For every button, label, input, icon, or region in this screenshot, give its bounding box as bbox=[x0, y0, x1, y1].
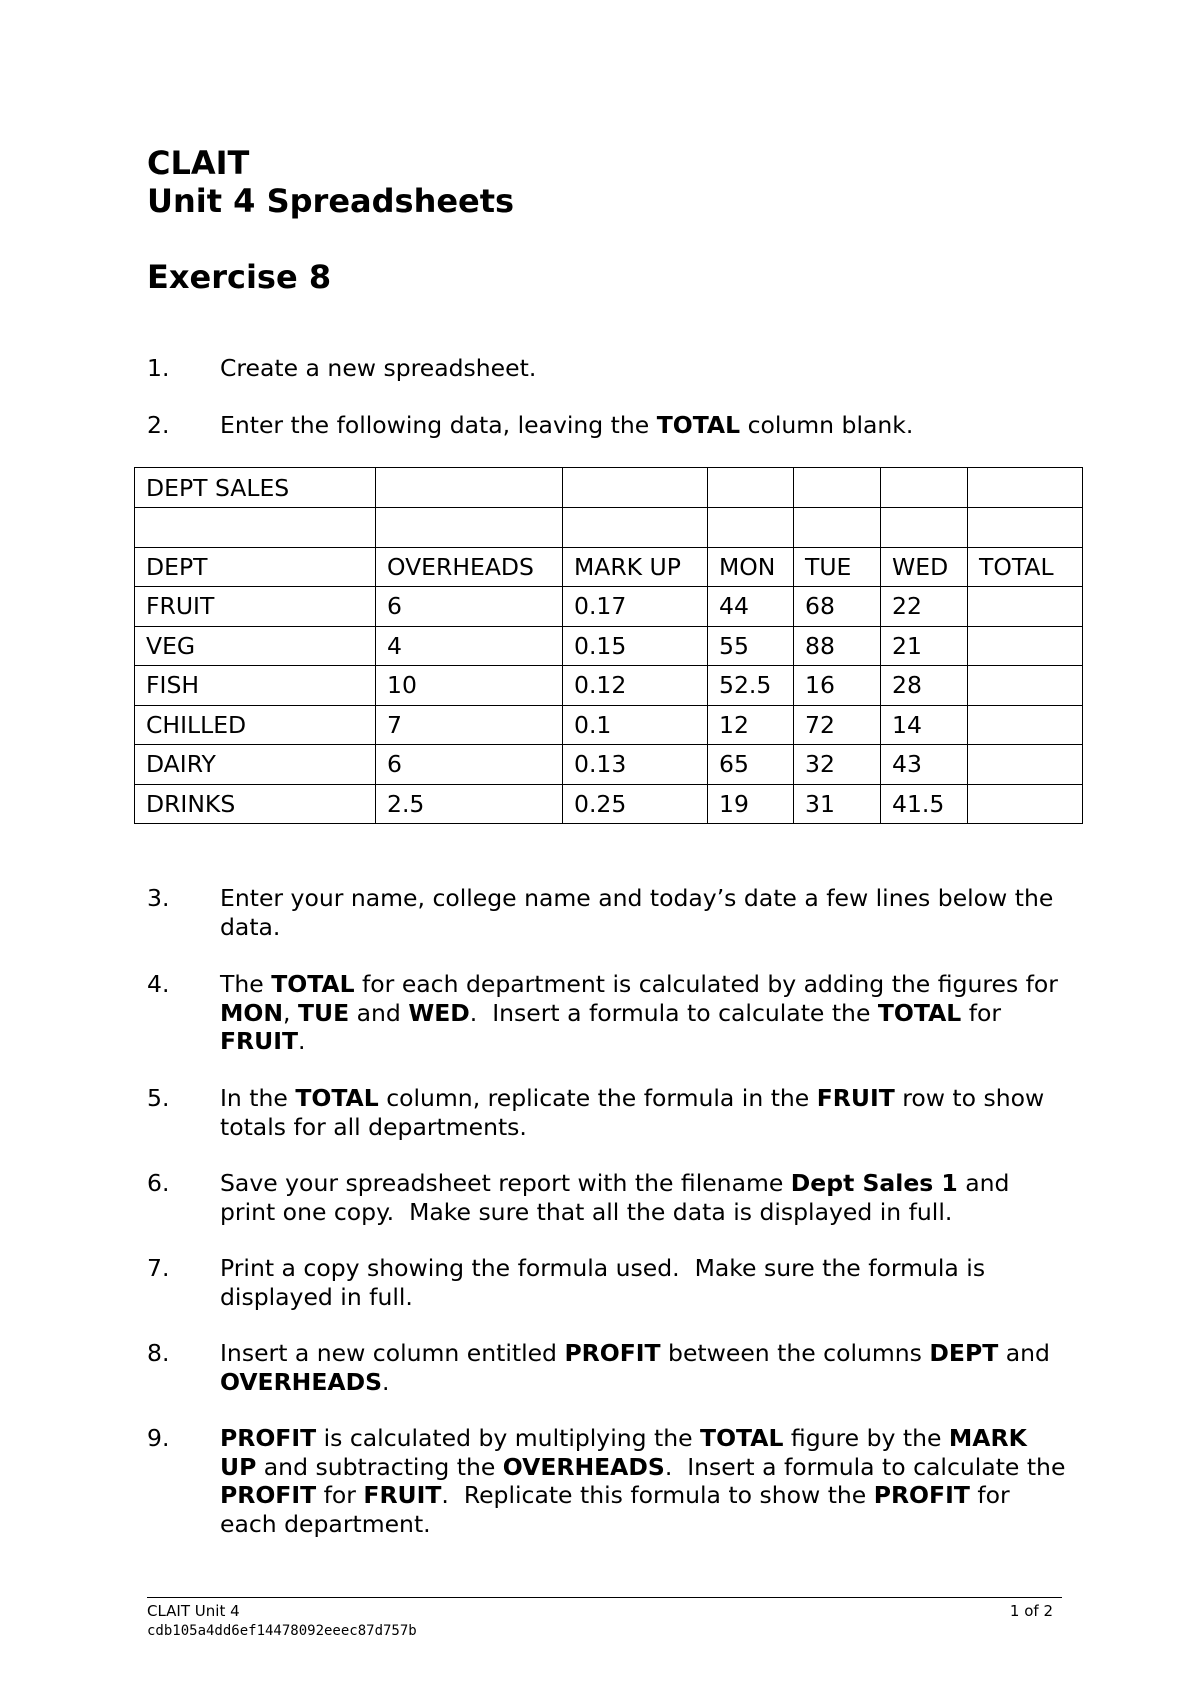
step-text: The TOTAL for each department is calculated by adding the figures for MON, TUE and WED. Insert a formula to calculate the TOTAL for FRUIT. bbox=[220, 970, 1058, 1055]
step-number: 2. bbox=[147, 411, 170, 439]
table-cell: 55 bbox=[708, 626, 794, 666]
table-cell: 72 bbox=[794, 705, 881, 745]
table-cell: 88 bbox=[794, 626, 881, 666]
step-number: 6. bbox=[147, 1169, 170, 1197]
table-cell: 52.5 bbox=[708, 666, 794, 706]
table-header-row bbox=[135, 547, 1083, 587]
header-cell: MARK UP bbox=[563, 547, 708, 587]
step-2 bbox=[147, 411, 1067, 440]
table-blank-row bbox=[135, 508, 1083, 548]
table-cell: 44 bbox=[708, 587, 794, 627]
header-cell: WED bbox=[881, 547, 968, 587]
step-5 bbox=[147, 1084, 1067, 1141]
step-text: Enter the following data, leaving the TOTAL column blank. bbox=[220, 411, 914, 439]
dept-name-cell: VEG bbox=[135, 626, 376, 666]
table-cell bbox=[968, 626, 1083, 666]
table-row bbox=[135, 626, 1083, 666]
table-cell bbox=[708, 468, 794, 508]
exercise-title: Exercise 8 bbox=[147, 258, 332, 296]
table-cell: 10 bbox=[376, 666, 563, 706]
step-number: 8. bbox=[147, 1339, 170, 1367]
footer-divider bbox=[147, 1597, 1062, 1598]
footer-document-code: cdb105a4dd6ef14478092eeec87d757b bbox=[147, 1623, 417, 1639]
step-number: 3. bbox=[147, 884, 170, 912]
table-title-row bbox=[135, 468, 1083, 508]
table-cell: 19 bbox=[708, 784, 794, 824]
table-cell bbox=[376, 508, 563, 548]
step-6 bbox=[147, 1169, 1067, 1226]
step-number: 4. bbox=[147, 970, 170, 998]
table-cell bbox=[881, 468, 968, 508]
table-cell bbox=[968, 587, 1083, 627]
step-7 bbox=[147, 1254, 1067, 1311]
step-text: In the TOTAL column, replicate the formula in the FRUIT row to show totals for all departments. bbox=[220, 1084, 1045, 1141]
step-text: Enter your name, college name and today’s date a few lines below the data. bbox=[220, 884, 1054, 941]
step-1 bbox=[147, 354, 1067, 383]
table-cell: 68 bbox=[794, 587, 881, 627]
step-8 bbox=[147, 1339, 1067, 1396]
table-row bbox=[135, 745, 1083, 785]
table-cell: 0.13 bbox=[563, 745, 708, 785]
table-cell bbox=[968, 666, 1083, 706]
table-cell: 28 bbox=[881, 666, 968, 706]
header-cell: TOTAL bbox=[968, 547, 1083, 587]
header-cell: TUE bbox=[794, 547, 881, 587]
table-cell bbox=[794, 468, 881, 508]
table-cell: 0.25 bbox=[563, 784, 708, 824]
table-cell bbox=[968, 468, 1083, 508]
dept-name-cell: FISH bbox=[135, 666, 376, 706]
table-cell: 0.12 bbox=[563, 666, 708, 706]
table-cell: 41.5 bbox=[881, 784, 968, 824]
step-text: Insert a new column entitled PROFIT between the columns DEPT and OVERHEADS. bbox=[220, 1339, 1050, 1396]
dept-name-cell: FRUIT bbox=[135, 587, 376, 627]
step-text: Create a new spreadsheet. bbox=[220, 354, 537, 382]
step-number: 9. bbox=[147, 1424, 170, 1452]
unit-title: Unit 4 Spreadsheets bbox=[147, 182, 515, 220]
table-cell bbox=[881, 508, 968, 548]
table-cell: 32 bbox=[794, 745, 881, 785]
table-row bbox=[135, 587, 1083, 627]
table-cell bbox=[376, 468, 563, 508]
header-cell: OVERHEADS bbox=[376, 547, 563, 587]
header-cell: MON bbox=[708, 547, 794, 587]
step-9 bbox=[147, 1424, 1067, 1538]
table-title-cell: DEPT SALES bbox=[135, 468, 376, 508]
table-cell bbox=[968, 745, 1083, 785]
table-cell: 0.17 bbox=[563, 587, 708, 627]
table-row bbox=[135, 705, 1083, 745]
step-number: 7. bbox=[147, 1254, 170, 1282]
dept-name-cell: CHILLED bbox=[135, 705, 376, 745]
table-cell: 22 bbox=[881, 587, 968, 627]
dept-name-cell: DRINKS bbox=[135, 784, 376, 824]
table-cell: 65 bbox=[708, 745, 794, 785]
table-cell: 21 bbox=[881, 626, 968, 666]
table-cell: 6 bbox=[376, 587, 563, 627]
footer-page-number: 1 of 2 bbox=[1009, 1602, 1053, 1620]
step-3 bbox=[147, 884, 1067, 941]
table-cell: 0.1 bbox=[563, 705, 708, 745]
footer-unit: CLAIT Unit 4 bbox=[147, 1602, 240, 1620]
table-cell: 6 bbox=[376, 745, 563, 785]
table-cell bbox=[968, 508, 1083, 548]
table-cell: 7 bbox=[376, 705, 563, 745]
table-cell bbox=[563, 508, 708, 548]
table-cell: 43 bbox=[881, 745, 968, 785]
step-number: 1. bbox=[147, 354, 170, 382]
table-cell bbox=[135, 508, 376, 548]
table-cell bbox=[968, 784, 1083, 824]
table-cell bbox=[968, 705, 1083, 745]
table-cell bbox=[708, 508, 794, 548]
table-cell: 0.15 bbox=[563, 626, 708, 666]
dept-name-cell: DAIRY bbox=[135, 745, 376, 785]
step-number: 5. bbox=[147, 1084, 170, 1112]
step-text: Print a copy showing the formula used. Make sure the formula is displayed in full. bbox=[220, 1254, 986, 1311]
table-row bbox=[135, 784, 1083, 824]
table-cell: 14 bbox=[881, 705, 968, 745]
table-cell bbox=[794, 508, 881, 548]
step-text: PROFIT is calculated by multiplying the TOTAL figure by the MARK UP and subtracting the OVERHEADS. Insert a formula to calculate the PROFIT for FRUIT. Replicate this formula to show the PROFIT for each department. bbox=[220, 1424, 1066, 1538]
table-cell: 16 bbox=[794, 666, 881, 706]
table-cell bbox=[563, 468, 708, 508]
table-cell: 31 bbox=[794, 784, 881, 824]
table-row bbox=[135, 666, 1083, 706]
table-cell: 4 bbox=[376, 626, 563, 666]
step-text: Save your spreadsheet report with the filename Dept Sales 1 and print one copy. Make sure that all the data is displayed in full. bbox=[220, 1169, 1010, 1226]
table-cell: 2.5 bbox=[376, 784, 563, 824]
header-cell: DEPT bbox=[135, 547, 376, 587]
table-cell: 12 bbox=[708, 705, 794, 745]
step-4 bbox=[147, 970, 1067, 1056]
dept-sales-table bbox=[134, 467, 1083, 824]
course-title: CLAIT bbox=[147, 144, 250, 182]
